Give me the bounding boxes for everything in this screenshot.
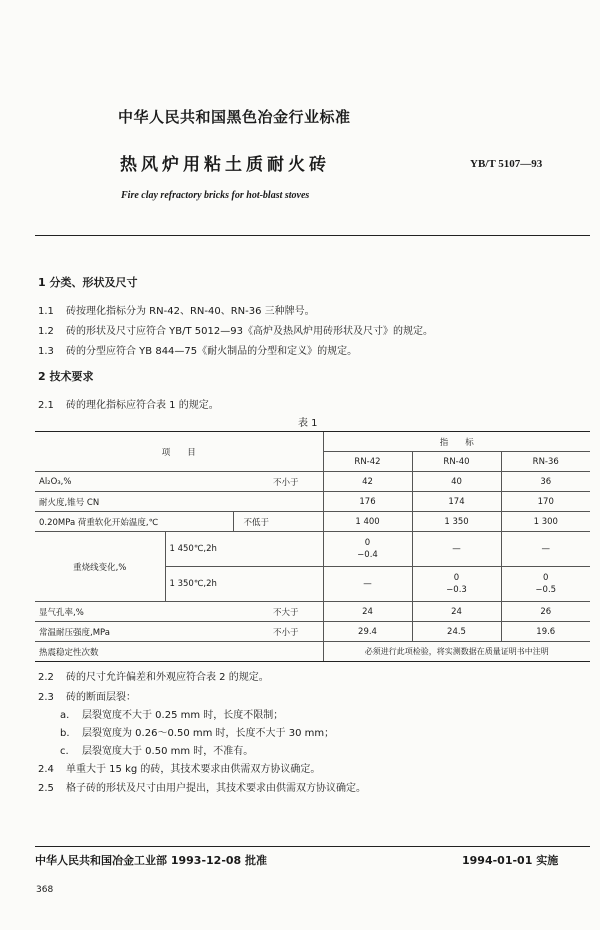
standard-title-english: Fire clay refractory bricks for hot-blast stoves <box>121 190 310 201</box>
header-index-cell: 指 标 <box>323 432 590 452</box>
value-bottom: −0.3 <box>446 585 467 595</box>
clause-1-2 <box>38 322 433 337</box>
row-condition: 不大于 <box>233 602 323 622</box>
row-note: 必须进行此项检验，将实测数据在质量证明书中注明 <box>323 642 590 662</box>
clause-text: 砖的断面层裂： <box>66 692 136 703</box>
section-1-heading: 1 分类、形状及尺寸 <box>38 276 138 289</box>
sub-item-label: c. <box>60 746 69 757</box>
row-item-reheat: 重烧线变化,% <box>35 532 165 602</box>
standard-title: 热风炉用粘土质耐火砖 <box>120 155 330 175</box>
table-row <box>35 472 590 492</box>
row-condition <box>233 492 323 512</box>
value-rn42: — <box>323 567 412 602</box>
clause-2-4 <box>38 760 320 775</box>
value-rn42 <box>323 532 412 567</box>
sub-item-b <box>60 724 334 739</box>
value-top: 0 <box>543 573 549 583</box>
clause-text: 格子砖的形状及尺寸由用户提出，其技术要求由供需双方协议确定。 <box>66 783 366 794</box>
value-rn36: 26 <box>501 602 590 622</box>
value-bottom: −0.5 <box>535 585 557 595</box>
table-row <box>35 532 590 567</box>
row-item: 0.20MPa 荷重软化开始温度,℃ <box>35 512 233 532</box>
clause-number: 2.5 <box>38 783 54 794</box>
value-rn40: 40 <box>412 472 501 492</box>
row-condition: 不小于 <box>233 622 323 642</box>
page-number: 368 <box>36 885 54 895</box>
value-rn36: 170 <box>501 492 590 512</box>
value-rn36 <box>501 567 590 602</box>
table-header-row <box>35 432 590 452</box>
grade-rn42: RN-42 <box>323 452 412 472</box>
approval-line: 中华人民共和国冶金工业部 1993-12-08 批准 <box>35 854 268 867</box>
clause-number: 1.3 <box>38 346 54 357</box>
table-1-caption: 表 1 <box>298 418 318 429</box>
value-rn36: 1 300 <box>501 512 590 532</box>
value-rn42: 29.4 <box>323 622 412 642</box>
clause-2-2 <box>38 668 269 683</box>
clause-number: 1.2 <box>38 326 54 337</box>
section-2-heading: 2 技术要求 <box>38 370 94 383</box>
clause-2-1 <box>38 396 219 411</box>
row-item: 耐火度,锥号 CN <box>35 492 233 512</box>
value-rn42: 176 <box>323 492 412 512</box>
value-rn36: 36 <box>501 472 590 492</box>
row-condition: 不低于 <box>233 512 323 532</box>
row-item: 热震稳定性次数 <box>35 642 323 662</box>
value-rn40 <box>412 567 501 602</box>
row-condition: 不小于 <box>233 472 323 492</box>
footer-rule <box>35 846 590 847</box>
value-top: 0 <box>453 573 460 583</box>
clause-text: 单重大于 15 kg 的砖，其技术要求由供需双方协议确定。 <box>66 764 321 775</box>
table-row <box>35 622 590 642</box>
value-rn40: 1 350 <box>412 512 501 532</box>
grade-rn36: RN-36 <box>501 452 590 472</box>
clause-1-3 <box>38 342 357 357</box>
clause-text: 砖的形状及尺寸应符合 YB/T 5012—93《高炉及热风炉用砖形状及尺寸》的规定。 <box>66 326 433 337</box>
clause-text: 砖的尺寸允许偏差和外观应符合表 2 的规定。 <box>66 672 269 683</box>
table-row <box>35 642 590 662</box>
standard-code: YB/T 5107—93 <box>470 158 543 170</box>
value-rn40: 24 <box>412 602 501 622</box>
sub-item-text: 层裂宽度为 0.26～0.50 mm 时，长度不大于 30 mm； <box>82 728 335 739</box>
clause-number: 1.1 <box>38 306 54 317</box>
row-item: 显气孔率,% <box>35 602 233 622</box>
clause-1-1 <box>38 302 315 317</box>
clause-number: 2.3 <box>38 692 54 703</box>
clause-number: 2.2 <box>38 672 54 683</box>
row-condition: 1 450℃,2h <box>165 532 323 567</box>
sub-item-text: 层裂宽度不大于 0.25 mm 时，长度不限制； <box>82 710 284 721</box>
clause-text: 砖的理化指标应符合表 1 的规定。 <box>66 400 219 411</box>
sub-item-a <box>60 706 283 721</box>
row-condition: 1 350℃,2h <box>165 567 323 602</box>
value-rn40: — <box>412 532 501 567</box>
value-rn40: 24.5 <box>412 622 501 642</box>
clause-number: 2.4 <box>38 764 54 775</box>
value-rn36: 19.6 <box>501 622 590 642</box>
clause-2-3 <box>38 688 136 703</box>
clause-number: 2.1 <box>38 400 54 411</box>
value-rn36: — <box>501 532 590 567</box>
sub-item-c <box>60 742 253 757</box>
row-item: 常温耐压强度,MPa <box>35 622 233 642</box>
value-rn42: 42 <box>323 472 412 492</box>
table-1 <box>35 431 590 662</box>
issuing-organization: 中华人民共和国黑色冶金行业标准 <box>118 108 351 126</box>
value-rn42: 24 <box>323 602 412 622</box>
table-row <box>35 492 590 512</box>
sub-item-text: 层裂宽度大于 0.50 mm 时，不准有。 <box>82 746 254 757</box>
table-row <box>35 512 590 532</box>
sub-item-label: b. <box>60 728 70 739</box>
table-row <box>35 602 590 622</box>
sub-item-label: a. <box>60 710 70 721</box>
value-rn40: 174 <box>412 492 501 512</box>
clause-text: 砖按理化指标分为 RN-42、RN-40、RN-36 三种牌号。 <box>66 306 315 317</box>
clause-2-5 <box>38 779 366 794</box>
grade-rn40: RN-40 <box>412 452 501 472</box>
value-rn42: 1 400 <box>323 512 412 532</box>
value-bottom: −0.4 <box>357 550 378 560</box>
header-rule <box>35 235 590 236</box>
effective-date: 1994-01-01 实施 <box>462 854 559 867</box>
header-item-cell: 项 目 <box>35 432 323 472</box>
clause-text: 砖的分型应符合 YB 844—75《耐火制品的分型和定义》的规定。 <box>66 346 358 357</box>
row-item: Al₂O₃,% <box>35 472 233 492</box>
value-top: 0 <box>364 538 371 548</box>
